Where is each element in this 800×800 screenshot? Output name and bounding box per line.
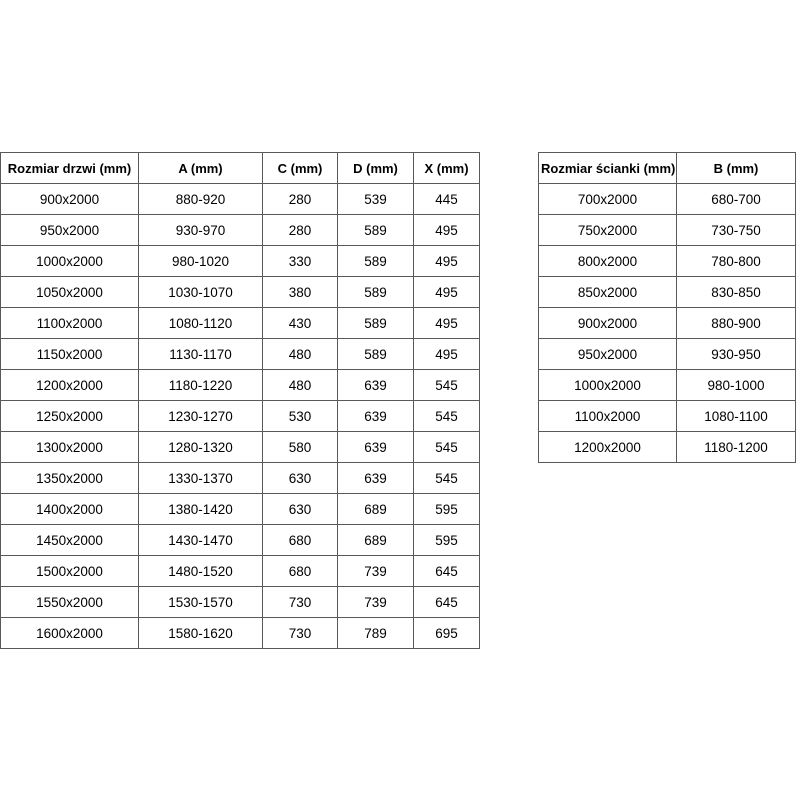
- table-cell: 495: [414, 215, 480, 246]
- table-cell: 850x2000: [539, 277, 677, 308]
- table-row: [539, 246, 796, 277]
- table-row: [1, 494, 480, 525]
- table-cell: 1330-1370: [139, 463, 263, 494]
- table-row: [1, 339, 480, 370]
- table-cell: 700x2000: [539, 184, 677, 215]
- table-row: [1, 215, 480, 246]
- table-cell: 595: [414, 494, 480, 525]
- table-cell: 730: [263, 587, 338, 618]
- table-cell: 1150x2000: [1, 339, 139, 370]
- table-cell: 545: [414, 432, 480, 463]
- column-header: X (mm): [414, 153, 480, 184]
- table-cell: 680-700: [677, 184, 796, 215]
- table-cell: 950x2000: [1, 215, 139, 246]
- table-cell: 280: [263, 215, 338, 246]
- table-row: [539, 308, 796, 339]
- table-row: [539, 432, 796, 463]
- table-cell: 730: [263, 618, 338, 649]
- column-header: Rozmiar ścianki (mm): [539, 153, 677, 184]
- table-cell: 1100x2000: [1, 308, 139, 339]
- table-cell: 639: [338, 463, 414, 494]
- table-cell: 589: [338, 339, 414, 370]
- table-cell: 1030-1070: [139, 277, 263, 308]
- table-cell: 750x2000: [539, 215, 677, 246]
- table-cell: 830-850: [677, 277, 796, 308]
- table-cell: 1550x2000: [1, 587, 139, 618]
- table-cell: 880-920: [139, 184, 263, 215]
- column-header: Rozmiar drzwi (mm): [1, 153, 139, 184]
- column-header: D (mm): [338, 153, 414, 184]
- table-cell: 1300x2000: [1, 432, 139, 463]
- table-cell: 580: [263, 432, 338, 463]
- table-cell: 495: [414, 246, 480, 277]
- table-cell: 1100x2000: [539, 401, 677, 432]
- table-cell: 780-800: [677, 246, 796, 277]
- table-cell: 980-1000: [677, 370, 796, 401]
- table-cell: 445: [414, 184, 480, 215]
- table-cell: 495: [414, 339, 480, 370]
- table-cell: 950x2000: [539, 339, 677, 370]
- table-row: [1, 184, 480, 215]
- table-row: [539, 184, 796, 215]
- table-cell: 1050x2000: [1, 277, 139, 308]
- table-cell: 280: [263, 184, 338, 215]
- table-row: [1, 587, 480, 618]
- table-cell: 980-1020: [139, 246, 263, 277]
- table-cell: 1480-1520: [139, 556, 263, 587]
- table-cell: 1230-1270: [139, 401, 263, 432]
- table-cell: 595: [414, 525, 480, 556]
- table-row: [1, 525, 480, 556]
- table-cell: 589: [338, 215, 414, 246]
- table-cell: 495: [414, 277, 480, 308]
- column-header: A (mm): [139, 153, 263, 184]
- table-cell: 1500x2000: [1, 556, 139, 587]
- table-cell: 900x2000: [539, 308, 677, 339]
- table-cell: 695: [414, 618, 480, 649]
- table-row: [1, 401, 480, 432]
- table-cell: 1380-1420: [139, 494, 263, 525]
- table-cell: 545: [414, 463, 480, 494]
- table-cell: 1280-1320: [139, 432, 263, 463]
- table-row: [1, 618, 480, 649]
- table-cell: 1130-1170: [139, 339, 263, 370]
- table-cell: 900x2000: [1, 184, 139, 215]
- table-cell: 1400x2000: [1, 494, 139, 525]
- table-cell: 1080-1120: [139, 308, 263, 339]
- table-cell: 689: [338, 494, 414, 525]
- table-cell: 645: [414, 556, 480, 587]
- table-cell: 730-750: [677, 215, 796, 246]
- table-cell: 739: [338, 587, 414, 618]
- table-row: [539, 215, 796, 246]
- table-row: [1, 277, 480, 308]
- table-cell: 639: [338, 370, 414, 401]
- table-row: [1, 556, 480, 587]
- table-cell: 1180-1220: [139, 370, 263, 401]
- header-row: [539, 153, 796, 184]
- column-header: B (mm): [677, 153, 796, 184]
- table-row: [1, 370, 480, 401]
- table-cell: 589: [338, 308, 414, 339]
- table-cell: 930-950: [677, 339, 796, 370]
- table-cell: 539: [338, 184, 414, 215]
- table-row: [539, 370, 796, 401]
- table-cell: 1000x2000: [1, 246, 139, 277]
- table-cell: 639: [338, 432, 414, 463]
- table-cell: 1000x2000: [539, 370, 677, 401]
- table-row: [1, 308, 480, 339]
- table-row: [539, 277, 796, 308]
- table-cell: 495: [414, 308, 480, 339]
- table-cell: 1200x2000: [1, 370, 139, 401]
- table-cell: 1580-1620: [139, 618, 263, 649]
- table-cell: 689: [338, 525, 414, 556]
- table-cell: 545: [414, 401, 480, 432]
- doors-dimensions-table: [0, 152, 480, 649]
- table-cell: 1200x2000: [539, 432, 677, 463]
- table-row: [1, 246, 480, 277]
- walls-dimensions-table: [538, 152, 796, 463]
- table-cell: 1080-1100: [677, 401, 796, 432]
- table-cell: 1350x2000: [1, 463, 139, 494]
- table-cell: 1430-1470: [139, 525, 263, 556]
- table-cell: 630: [263, 463, 338, 494]
- table-cell: 930-970: [139, 215, 263, 246]
- table-cell: 1530-1570: [139, 587, 263, 618]
- table-cell: 630: [263, 494, 338, 525]
- table-cell: 800x2000: [539, 246, 677, 277]
- table-cell: 739: [338, 556, 414, 587]
- column-header: C (mm): [263, 153, 338, 184]
- table-cell: 680: [263, 556, 338, 587]
- table-cell: 380: [263, 277, 338, 308]
- table-cell: 1180-1200: [677, 432, 796, 463]
- table-cell: 1600x2000: [1, 618, 139, 649]
- table-cell: 430: [263, 308, 338, 339]
- table-cell: 589: [338, 277, 414, 308]
- table-cell: 530: [263, 401, 338, 432]
- table-cell: 480: [263, 339, 338, 370]
- table-row: [1, 432, 480, 463]
- table-cell: 589: [338, 246, 414, 277]
- table-cell: 330: [263, 246, 338, 277]
- table-row: [539, 339, 796, 370]
- table-cell: 1450x2000: [1, 525, 139, 556]
- table-cell: 1250x2000: [1, 401, 139, 432]
- header-row: [1, 153, 480, 184]
- table-cell: 545: [414, 370, 480, 401]
- table-cell: 789: [338, 618, 414, 649]
- table-cell: 639: [338, 401, 414, 432]
- table-cell: 680: [263, 525, 338, 556]
- table-row: [539, 401, 796, 432]
- table-cell: 880-900: [677, 308, 796, 339]
- table-cell: 645: [414, 587, 480, 618]
- table-row: [1, 463, 480, 494]
- table-cell: 480: [263, 370, 338, 401]
